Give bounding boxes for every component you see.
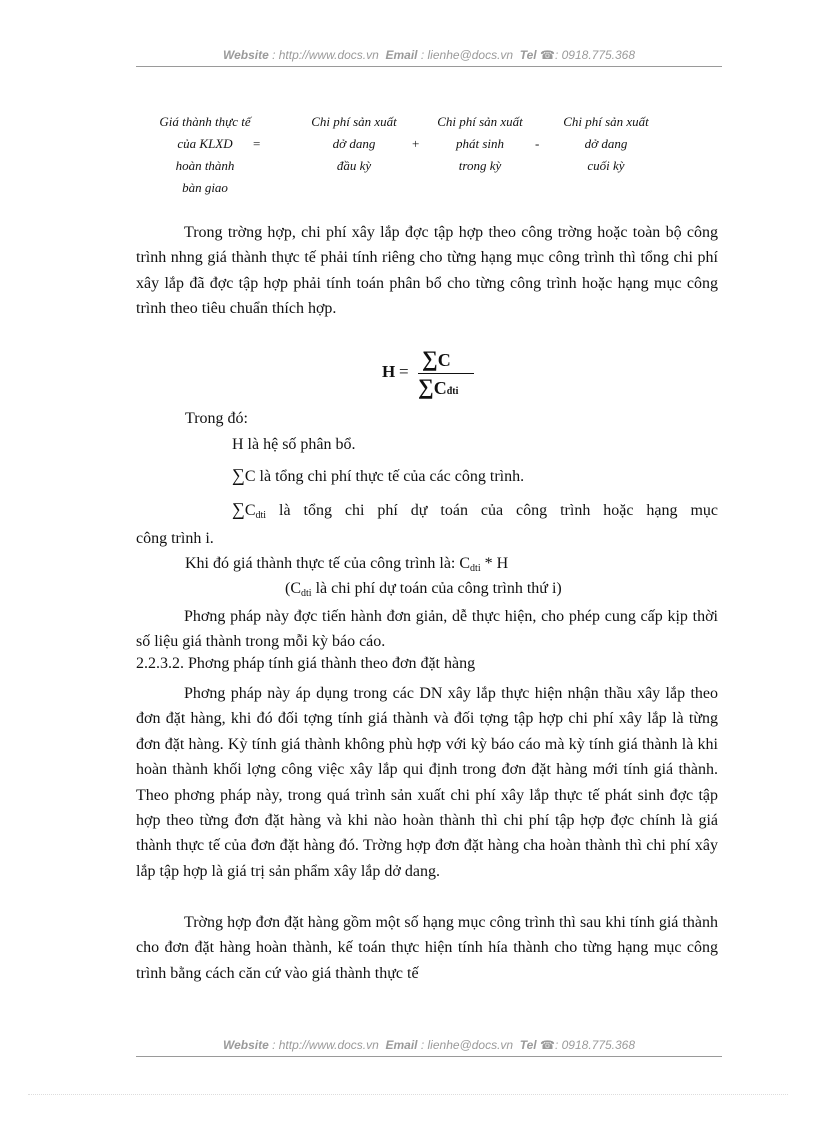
formula-term-opening-wip [292, 111, 416, 177]
cost-statement-tail: * H [480, 555, 509, 572]
phone-icon: ☎ [540, 1038, 555, 1052]
footer-rule [136, 1056, 722, 1057]
formula-eq: = [399, 362, 409, 381]
formula-denominator [418, 374, 458, 400]
cost-statement-sub: dti [470, 563, 481, 574]
def-sum-c [232, 465, 524, 486]
formula-term-line: trong kỳ [458, 158, 502, 173]
def-c-text: là tổng chi phí thực tế của các công trình. [255, 468, 525, 485]
formula-lhs-line: hoàn thành [175, 158, 235, 173]
formula-den-sub: đti [446, 386, 459, 397]
formula-term-closing-wip [544, 111, 668, 177]
cost-statement [185, 555, 508, 574]
formula-lhs-line: Giá thành thực tế [159, 114, 251, 129]
formula-num-var: C [437, 350, 451, 370]
section-heading: 2.2.3.2. Phơng pháp tính giá thành theo đơn đặt hàng [136, 655, 476, 672]
paragraph-order-method [136, 681, 718, 884]
page-edge-dots [28, 1094, 788, 1095]
formula-h: H [382, 362, 396, 381]
formula-lhs-line: bàn giao [182, 180, 228, 195]
def-cdt-var: C [244, 502, 256, 519]
formula-term-line: đầu kỳ [336, 158, 372, 173]
header-website-link[interactable]: : http://www.docs.vn [272, 48, 379, 62]
def-cdt-cont: công trình i. [136, 530, 214, 547]
formula-plus: + [412, 136, 420, 151]
phone-icon: ☎ [540, 48, 555, 62]
def-c-var: C [244, 468, 256, 485]
paragraph-order-items [136, 910, 718, 986]
formula-lhs [140, 111, 270, 199]
footer-tel-value: : 0918.775.368 [554, 1038, 636, 1052]
formula-numerator [422, 346, 451, 372]
formula-term-line: Chi phí sản xuất [437, 114, 523, 129]
sigma-icon: ∑ [232, 499, 245, 519]
header-email-link[interactable]: : lienhe@docs.vn [420, 48, 514, 62]
formula-minus: - [535, 136, 540, 151]
paragraph-allocation [136, 220, 718, 322]
formula-term-line: dở dang [332, 136, 376, 151]
paragraph-text: Trong trờng hợp, chi phí xây lắp đợc tập hợp theo công trờng hoặc toàn bộ công trình nhng giá thành thực tế phải tính riêng cho từng hạng mục công trình thì tổng chi phí xây lắp đã đợc tập hợp phải tính toán phân bổ cho từng công trình hoặc hạng mục công trình theo tiêu chuẩn thích hợp. [136, 224, 718, 318]
formula-lhs-line: của KLXD [177, 136, 233, 151]
def-sum-cdt [232, 499, 718, 521]
formula-equals: = [253, 136, 261, 151]
allocation-formula [380, 346, 480, 402]
header-email-label: Email [385, 48, 418, 62]
formula-den-var: C [433, 378, 447, 398]
cost-note-open: (C [285, 580, 301, 597]
page-footer [136, 1038, 722, 1052]
page-header [136, 48, 722, 62]
header-tel-value: : 0918.775.368 [554, 48, 636, 62]
formula-term-line: cuối kỳ [587, 158, 625, 173]
cost-note-text: là chi phí dự toán của công trình thứ i) [311, 580, 562, 597]
sigma-icon: ∑ [232, 465, 245, 485]
formula-term-line: Chi phí sản xuất [311, 114, 397, 129]
def-cdt-sub: dti [255, 510, 267, 521]
paragraph-text: Phơng pháp này áp dụng trong các DN xây lắp thực hiện nhận thầu xây lắp theo đơn đặt hàng, khi đó đối tợng tính giá thành và đối tợng tập hợp chi phí xây lắp là từng đơn đặt hàng. Kỳ tính giá thành không phù hợp với kỳ báo cáo mà kỳ tính giá thành là khi hoàn thành khối lợng công việc xây lắp qui định trong đơn đặt hàng mới tính giá thành. Theo phơng pháp này, trong quá trình sản xuất chi phí xây lắp thực tế phát sinh đợc tập hợp theo từng đơn đặt hàng và khi nào hoàn thành thì chi phí tập hợp đợc chính là giá thành thực tế của đơn đặt hàng đó. Trờng hợp đơn đặt hàng cha hoàn thành thì chi phí xây lắp tập hợp là giá trị sản phẩm xây lắp dở dang. [136, 685, 718, 880]
def-h: H là hệ số phân bổ. [232, 436, 356, 453]
cost-statement-text: Khi đó giá thành thực tế của công trình là: C [185, 555, 471, 572]
header-website-label: Website [222, 48, 269, 62]
cost-note-sub: dti [301, 588, 312, 599]
footer-tel-label: Tel [519, 1038, 537, 1052]
header-rule [136, 66, 722, 67]
formula-term-incurred [418, 111, 542, 177]
paragraph-text: Trờng hợp đơn đặt hàng gồm một số hạng mục công trình thì sau khi tính giá thành cho đơn đặt hàng hoàn thành, kế toán thực hiện tính hía thành cho từng hạng mục công trình bằng cách căn cứ vào giá thành thực tế [136, 914, 718, 982]
def-cdt-text: là tổng chi phí dự toán của công trình hoặc hạng mục [266, 502, 718, 519]
footer-website-label: Website [222, 1038, 269, 1052]
footer-website-link[interactable]: : http://www.docs.vn [272, 1038, 379, 1052]
formula-term-line: phát sinh [455, 136, 505, 151]
footer-email-link[interactable]: : lienhe@docs.vn [420, 1038, 514, 1052]
sigma-icon: ∑ [418, 374, 434, 399]
sigma-icon: ∑ [422, 346, 438, 371]
formula-term-line: dở dang [584, 136, 628, 151]
cost-note [285, 580, 562, 599]
paragraph-text: Phơng pháp này đợc tiến hành đơn giản, dễ thực hiện, cho phép cung cấp kịp thời số liệu giá thành trong mỗi kỳ báo cáo. [136, 608, 718, 651]
where-label: Trong đó: [185, 410, 248, 427]
header-tel-label: Tel [519, 48, 537, 62]
formula-term-line: Chi phí sản xuất [563, 114, 649, 129]
paragraph-method-benefit [136, 604, 718, 655]
footer-email-label: Email [385, 1038, 418, 1052]
